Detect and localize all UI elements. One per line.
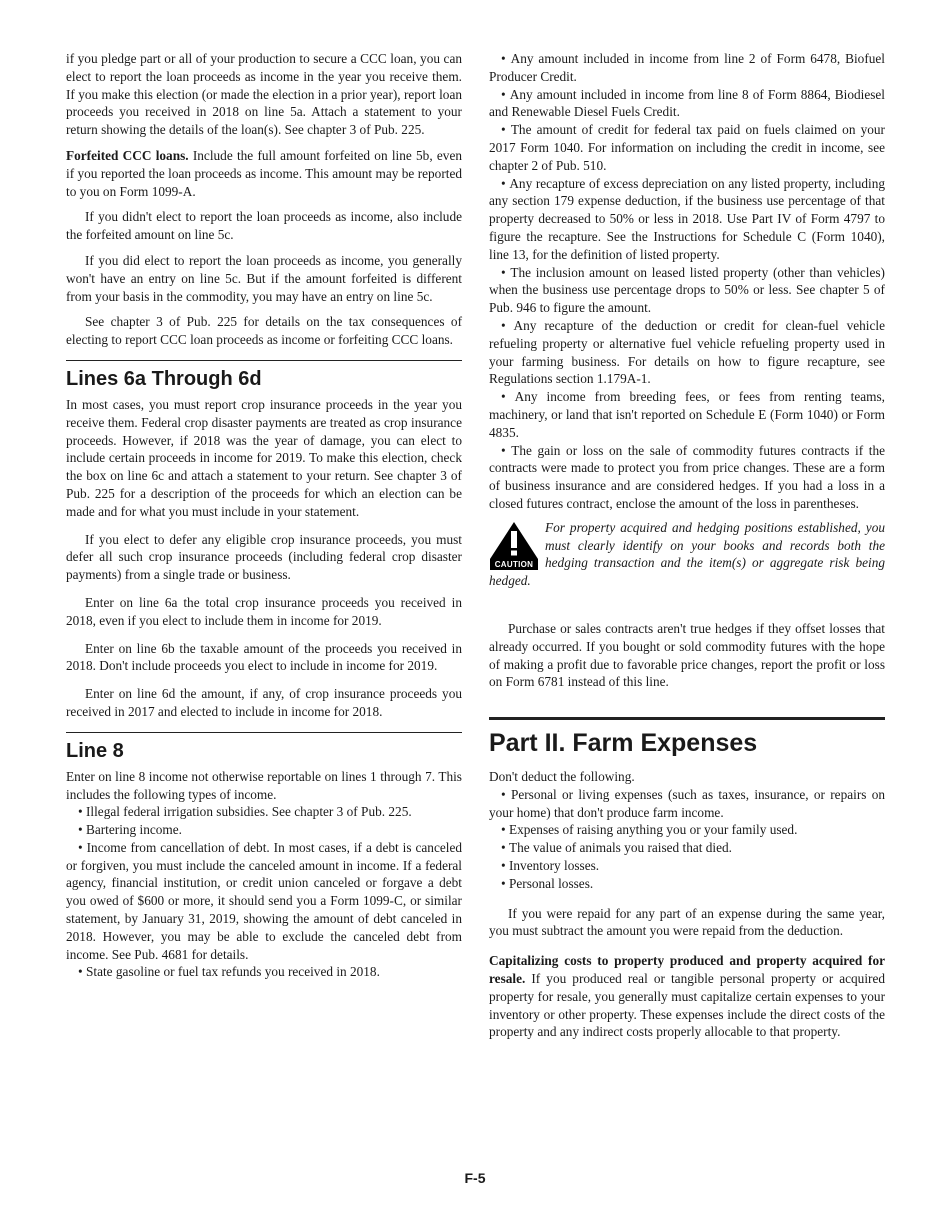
list-item: • Expenses of raising anything you or your family used.: [489, 821, 885, 839]
list-item: • The amount of credit for federal tax paid on fuels claimed on your 2017 Form 1040. For information on including the credit in income, see chapter 2 of Pub. 510.: [489, 121, 885, 174]
list-item: • The value of animals you raised that died.: [489, 839, 885, 857]
capitalizing-heading: Capitalizing costs to property produced and property acquired for resale.: [489, 953, 885, 987]
list-item: • The gain or loss on the sale of commodity futures contracts if the contracts were made to protect you from price changes. These are a form of business insurance and are considered hedges. If you had a loss in a closed futures contract, enclose the amount of the loss in parentheses.: [489, 442, 885, 513]
forfeited-paragraph: [66, 147, 462, 200]
list-item: • Personal losses.: [489, 875, 885, 893]
lines-6-section: [66, 360, 462, 721]
part-2-intro: Don't deduct the following.: [489, 769, 635, 785]
forfeited-paragraph-2: If you didn't elect to report the loan proceeds as income, also include the forfeited amount on line 5c.: [66, 209, 462, 243]
hedges-paragraph: Purchase or sales contracts aren't true hedges if they offset losses that already occurred. If you bought or sold commodity futures with the hope of making a profit due to favorable price changes, report the profit or loss on Form 6781 instead of this line.: [489, 620, 885, 690]
lines-6-paragraph-1: In most cases, you must report crop insurance proceeds in the year you receive them. Federal crop disaster payments are treated as crop insurance proceeds. However, if 2018 was the year of damage, you can elect to include certain proceeds in income for 2019. To make this election, check the box on line 6c and attach a statement to your return. See chapter 3 of Pub. 225 for a description of the proceeds for which an election can be made and for what you must include in your statement.: [66, 396, 462, 519]
forfeited-heading: Forfeited CCC loans.: [66, 147, 189, 163]
list-item: • Any amount included in income from line 2 of Form 6478, Biofuel Producer Credit.: [489, 50, 885, 86]
right-column: [489, 50, 885, 1049]
list-item: • Illegal federal irrigation subsidies. See chapter 3 of Pub. 225.: [66, 803, 462, 821]
capitalizing-paragraph: [489, 952, 885, 1041]
forfeited-text: Include the full amount forfeited on line 5b, even if you reported the loan proceeds as income. This amount may be reported to you on Form 1099-A.: [66, 147, 462, 199]
list-item: • Any amount included in income from line 8 of Form 8864, Biodiesel and Renewable Diesel Fuels Credit.: [489, 86, 885, 122]
list-item: • Any recapture of the deduction or credit for clean-fuel vehicle refueling property or alternative fuel vehicle refueling property used in your farming business. For details on how to figure recapture, see Regulations section 1.179A-1.: [489, 317, 885, 388]
part-2-heading: Part II. Farm Expenses: [489, 729, 758, 758]
list-item: • The inclusion amount on leased listed property (other than vehicles) when the business use percentage drops to 50% or less. See chapter 5 of Pub. 946 to figure the amount.: [489, 264, 885, 317]
lines-6-heading: Lines 6a Through 6d: [66, 367, 262, 390]
list-item: • Income from cancellation of debt. In most cases, if a debt is canceled or forgiven, you must include the canceled amount in income. If a federal agency, financial institution, or credit union canceled or forgave a debt you owed of $600 or more, it should send you a Form 1099-C, or similar statement, by January 31, 2019, showing the amount of debt canceled in 2018. However, you may be able to exclude the canceled debt from income. See Pub. 4681 for details.: [66, 839, 462, 964]
line-8-section: [66, 732, 462, 982]
caution-icon: [489, 521, 539, 571]
list-item: • Inventory losses.: [489, 857, 885, 875]
lines-6-paragraph-4: Enter on line 6b the taxable amount of the proceeds you received in 2018. Don't include proceeds you elect to include in income for 2019.: [66, 640, 462, 674]
list-item: • Any income from breeding fees, or fees from renting teams, machinery, or land that isn't reported on Schedule E (Form 1040) or Form 4835.: [489, 388, 885, 441]
lines-6-paragraph-3: Enter on line 6a the total crop insurance proceeds you received in 2018, even if you elect to include them in income for 2019.: [66, 594, 462, 628]
line-8-heading: Line 8: [66, 739, 124, 762]
list-item: • Any recapture of excess depreciation on any listed property, including any section 179 expense deduction, if the business use percentage of that property decreased to 50% or less in 2018. Use Part IV of Form 4797 to figure the recapture. See the Instructions for Schedule C (Form 1040), line 13, for the definition of listed property.: [489, 175, 885, 264]
part-2-section: [489, 717, 885, 1041]
left-column: [66, 50, 462, 981]
ccc-intro-paragraph: if you pledge part or all of your production to secure a CCC loan, you can elect to report the loan proceeds as income in the year you receive them. If you make this election (or made the election in a prior year), report loan proceeds you received in 2018 on line 5a. Attach a statement to your return showing the details of the loan(s). See chapter 3 of Pub. 225.: [66, 51, 462, 138]
forfeited-paragraph-4: See chapter 3 of Pub. 225 for details on the tax consequences of electing to report CCC loan proceeds as income or forfeiting CCC loans.: [66, 314, 462, 348]
forfeited-paragraph-3: If you did elect to report the loan proceeds as income, you generally won't have an entry on line 5c. But if the amount forfeited is different from your basis in the commodity, you may have an entry on line 5c.: [66, 252, 462, 304]
lines-6-paragraph-2: If you elect to defer any eligible crop insurance proceeds, you must defer all such crop insurance proceeds (including federal crop disaster payments) from a single trade or business.: [66, 531, 462, 583]
caution-text: For property acquired and hedging positions established, you must clearly identify on your books and records both the hedging transaction and the item(s) or aggregate risk being hedged.: [489, 519, 885, 589]
page-number: F-5: [464, 1170, 486, 1186]
line-8-paragraph: Enter on line 8 income not otherwise reportable on lines 1 through 7. This includes the following types of income.: [66, 768, 462, 802]
capitalizing-text: If you produced real or tangible personal property or acquired property for resale, you generally must capitalize certain expenses to your inventory or other property. These expenses include the direct costs of the property and any indirect costs properly allocable to that property.: [489, 971, 885, 1040]
list-item: • Bartering income.: [66, 821, 462, 839]
caution-label: CAUTION: [490, 559, 538, 570]
lines-6-paragraph-5: Enter on line 6d the amount, if any, of crop insurance proceeds you received in 2017 and elected to include in income for 2018.: [66, 686, 462, 719]
list-item: • Personal or living expenses (such as taxes, insurance, or repairs on your home) that don't produce farm income.: [489, 786, 885, 822]
list-item: • State gasoline or fuel tax refunds you received in 2018.: [66, 963, 462, 981]
caution-box: [489, 519, 885, 590]
repaid-paragraph: If you were repaid for any part of an expense during the same year, you must subtract the amount you were repaid from the deduction.: [489, 905, 885, 939]
